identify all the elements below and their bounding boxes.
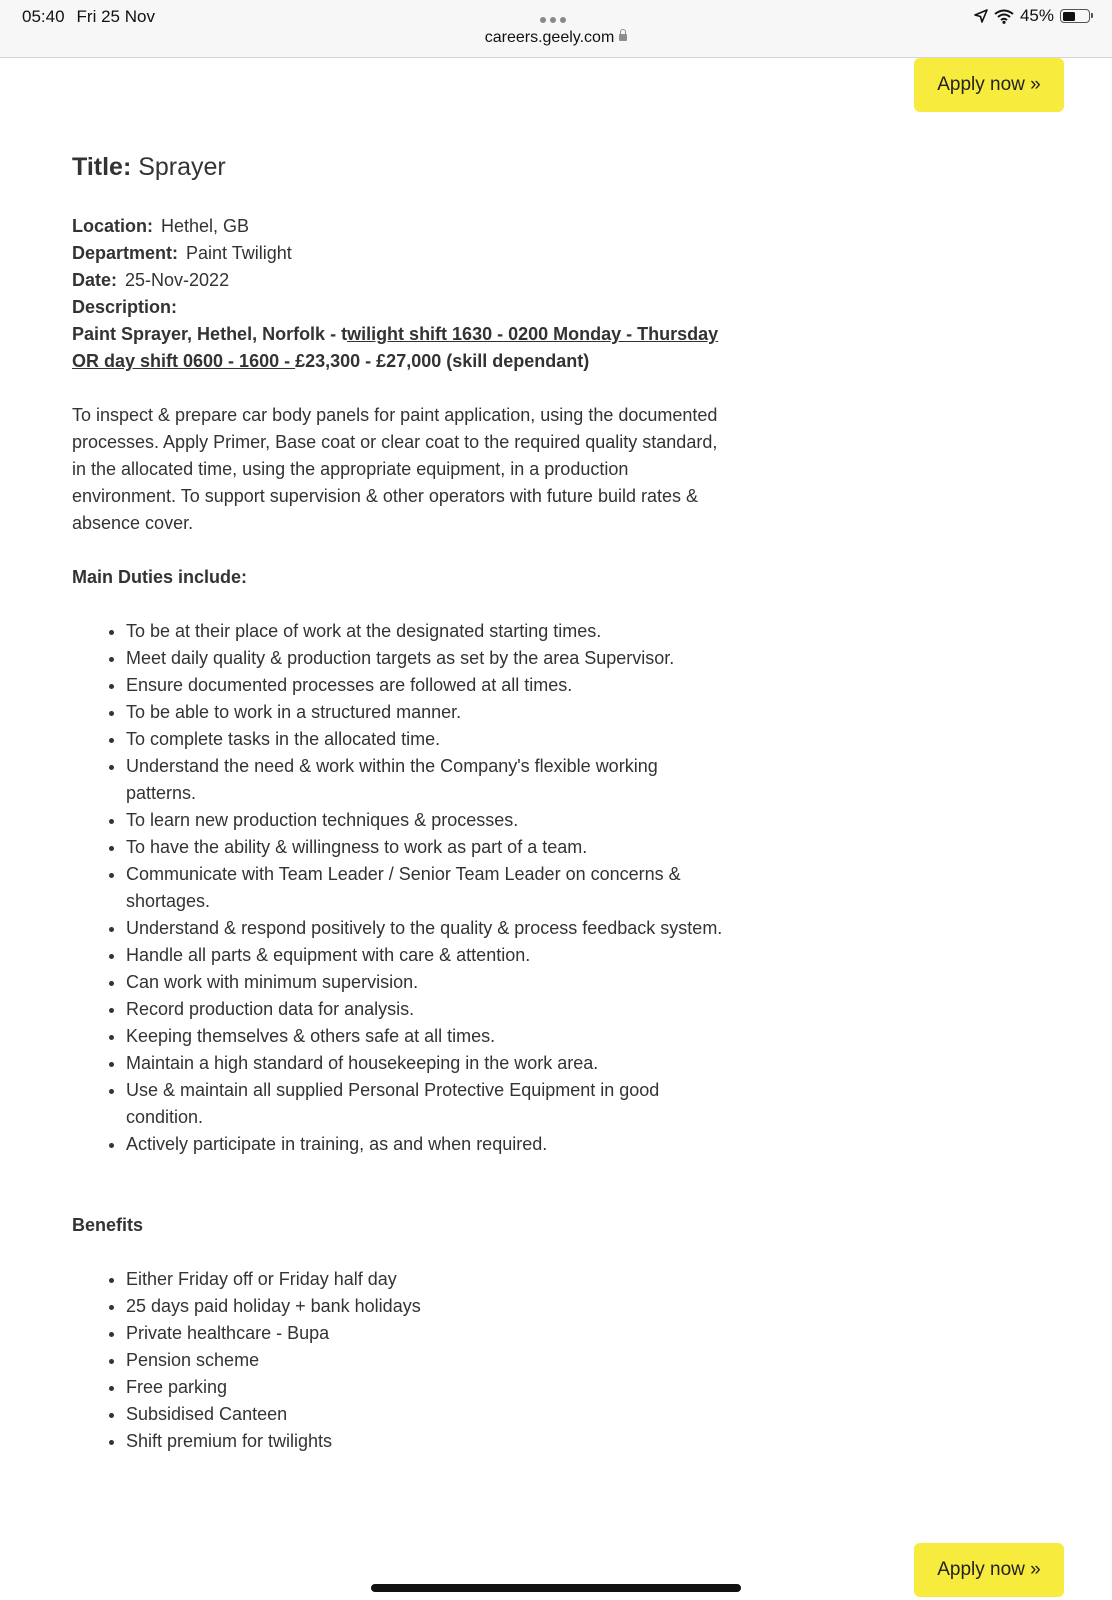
benefit-list-item: • Pension scheme: [126, 1347, 732, 1374]
home-indicator[interactable]: [371, 1584, 741, 1592]
date-value: 25-Nov-2022: [125, 270, 230, 290]
duty-list-item: • Maintain a high standard of housekeeping in the work area.: [126, 1050, 732, 1077]
date-label: Date:: [72, 270, 118, 290]
description-label: Description:: [72, 297, 178, 317]
title-value: Sprayer: [138, 153, 226, 181]
benefit-list-item: • Subsidised Canteen: [126, 1401, 732, 1428]
duty-list-item: • To be at their place of work at the designated starting times.: [126, 618, 732, 645]
headline-part4: -: [284, 351, 296, 371]
status-date: Fri 25 Nov: [76, 7, 155, 26]
description-row: [72, 294, 732, 321]
apply-now-button-bottom[interactable]: Apply now »: [914, 1543, 1064, 1597]
duties-list: [72, 618, 732, 1158]
department-label: Department:: [72, 243, 179, 263]
duty-list-item: • Actively participate in training, as and when required.: [126, 1131, 732, 1158]
duty-list-item: • Communicate with Team Leader / Senior Team Leader on concerns & shortages.: [126, 861, 732, 915]
duty-list-item: • Keeping themselves & others safe at all times.: [126, 1023, 732, 1050]
benefit-list-item: • Private healthcare - Bupa: [126, 1320, 732, 1347]
url-text: careers.geely.com: [484, 29, 615, 46]
status-time-date: [22, 7, 155, 27]
benefits-list: [72, 1266, 732, 1455]
department-row: [72, 240, 732, 267]
duty-list-item: • Can work with minimum supervision.: [126, 969, 732, 996]
duty-list-item: • Ensure documented processes are followed at all times.: [126, 672, 732, 699]
status-time: 05:40: [22, 7, 65, 26]
date-row: [72, 267, 732, 294]
location-label: Location:: [72, 216, 153, 236]
benefit-list-item: • Free parking: [126, 1374, 732, 1401]
duty-list-item: • Handle all parts & equipment with care & attention.: [126, 942, 732, 969]
benefit-list-item: • Shift premium for twilights: [126, 1428, 732, 1455]
benefits-heading: Benefits: [72, 1215, 144, 1235]
status-bar: [0, 0, 1112, 58]
page-title: [72, 150, 732, 185]
more-options-icon[interactable]: [540, 10, 574, 22]
job-meta: [72, 213, 732, 321]
location-value: Hethel, GB: [161, 216, 250, 236]
duty-list-item: • Record production data for analysis.: [126, 996, 732, 1023]
benefit-list-item: • Either Friday off or Friday half day: [126, 1266, 732, 1293]
address-bar[interactable]: [0, 29, 1112, 47]
headline-part3: 0600 - 1600: [178, 351, 285, 371]
apply-now-button-top[interactable]: Apply now »: [914, 58, 1064, 112]
battery-icon: [1060, 9, 1090, 23]
headline-part2: wilight shift 1630 - 0200 Monday - Thursday OR day shift: [72, 324, 719, 371]
job-summary: To inspect & prepare car body panels for paint application, using the documented processes. Apply Primer, Base coat or clear coat to the required quality standard, in the allocated time, using the appropriate equipment, in a production environment. To support supervision & other operators with future build rates & absence cover.: [72, 405, 718, 533]
duty-list-item: • To learn new production techniques & processes.: [126, 807, 732, 834]
duty-list-item: • Use & maintain all supplied Personal Protective Equipment in good condition.: [126, 1077, 732, 1131]
duty-list-item: • Understand & respond positively to the quality & process feedback system.: [126, 915, 732, 942]
duty-list-item: • To be able to work in a structured manner.: [126, 699, 732, 726]
headline-part1: Paint Sprayer, Hethel, Norfolk - t: [72, 324, 348, 344]
job-headline: [72, 321, 732, 375]
wifi-icon: [994, 9, 1014, 24]
battery-percent: 45%: [1019, 6, 1054, 25]
job-details: [72, 150, 732, 1455]
duty-list-item: • Understand the need & work within the Company's flexible working patterns.: [126, 753, 732, 807]
benefit-list-item: • 25 days paid holiday + bank holidays: [126, 1293, 732, 1320]
lock-icon: [619, 34, 627, 41]
title-label: Title:: [72, 153, 132, 181]
duty-list-item: • Meet daily quality & production targets as set by the area Supervisor.: [126, 645, 732, 672]
status-indicators: [974, 6, 1090, 26]
location-row: [72, 213, 732, 240]
location-arrow-icon: [974, 9, 988, 23]
department-value: Paint Twilight: [186, 243, 292, 263]
duty-list-item: • To have the ability & willingness to work as part of a team.: [126, 834, 732, 861]
headline-part5: £23,300 - £27,000 (skill dependant): [295, 351, 590, 371]
duty-list-item: • To complete tasks in the allocated time.: [126, 726, 732, 753]
duties-heading: Main Duties include:: [72, 567, 248, 587]
